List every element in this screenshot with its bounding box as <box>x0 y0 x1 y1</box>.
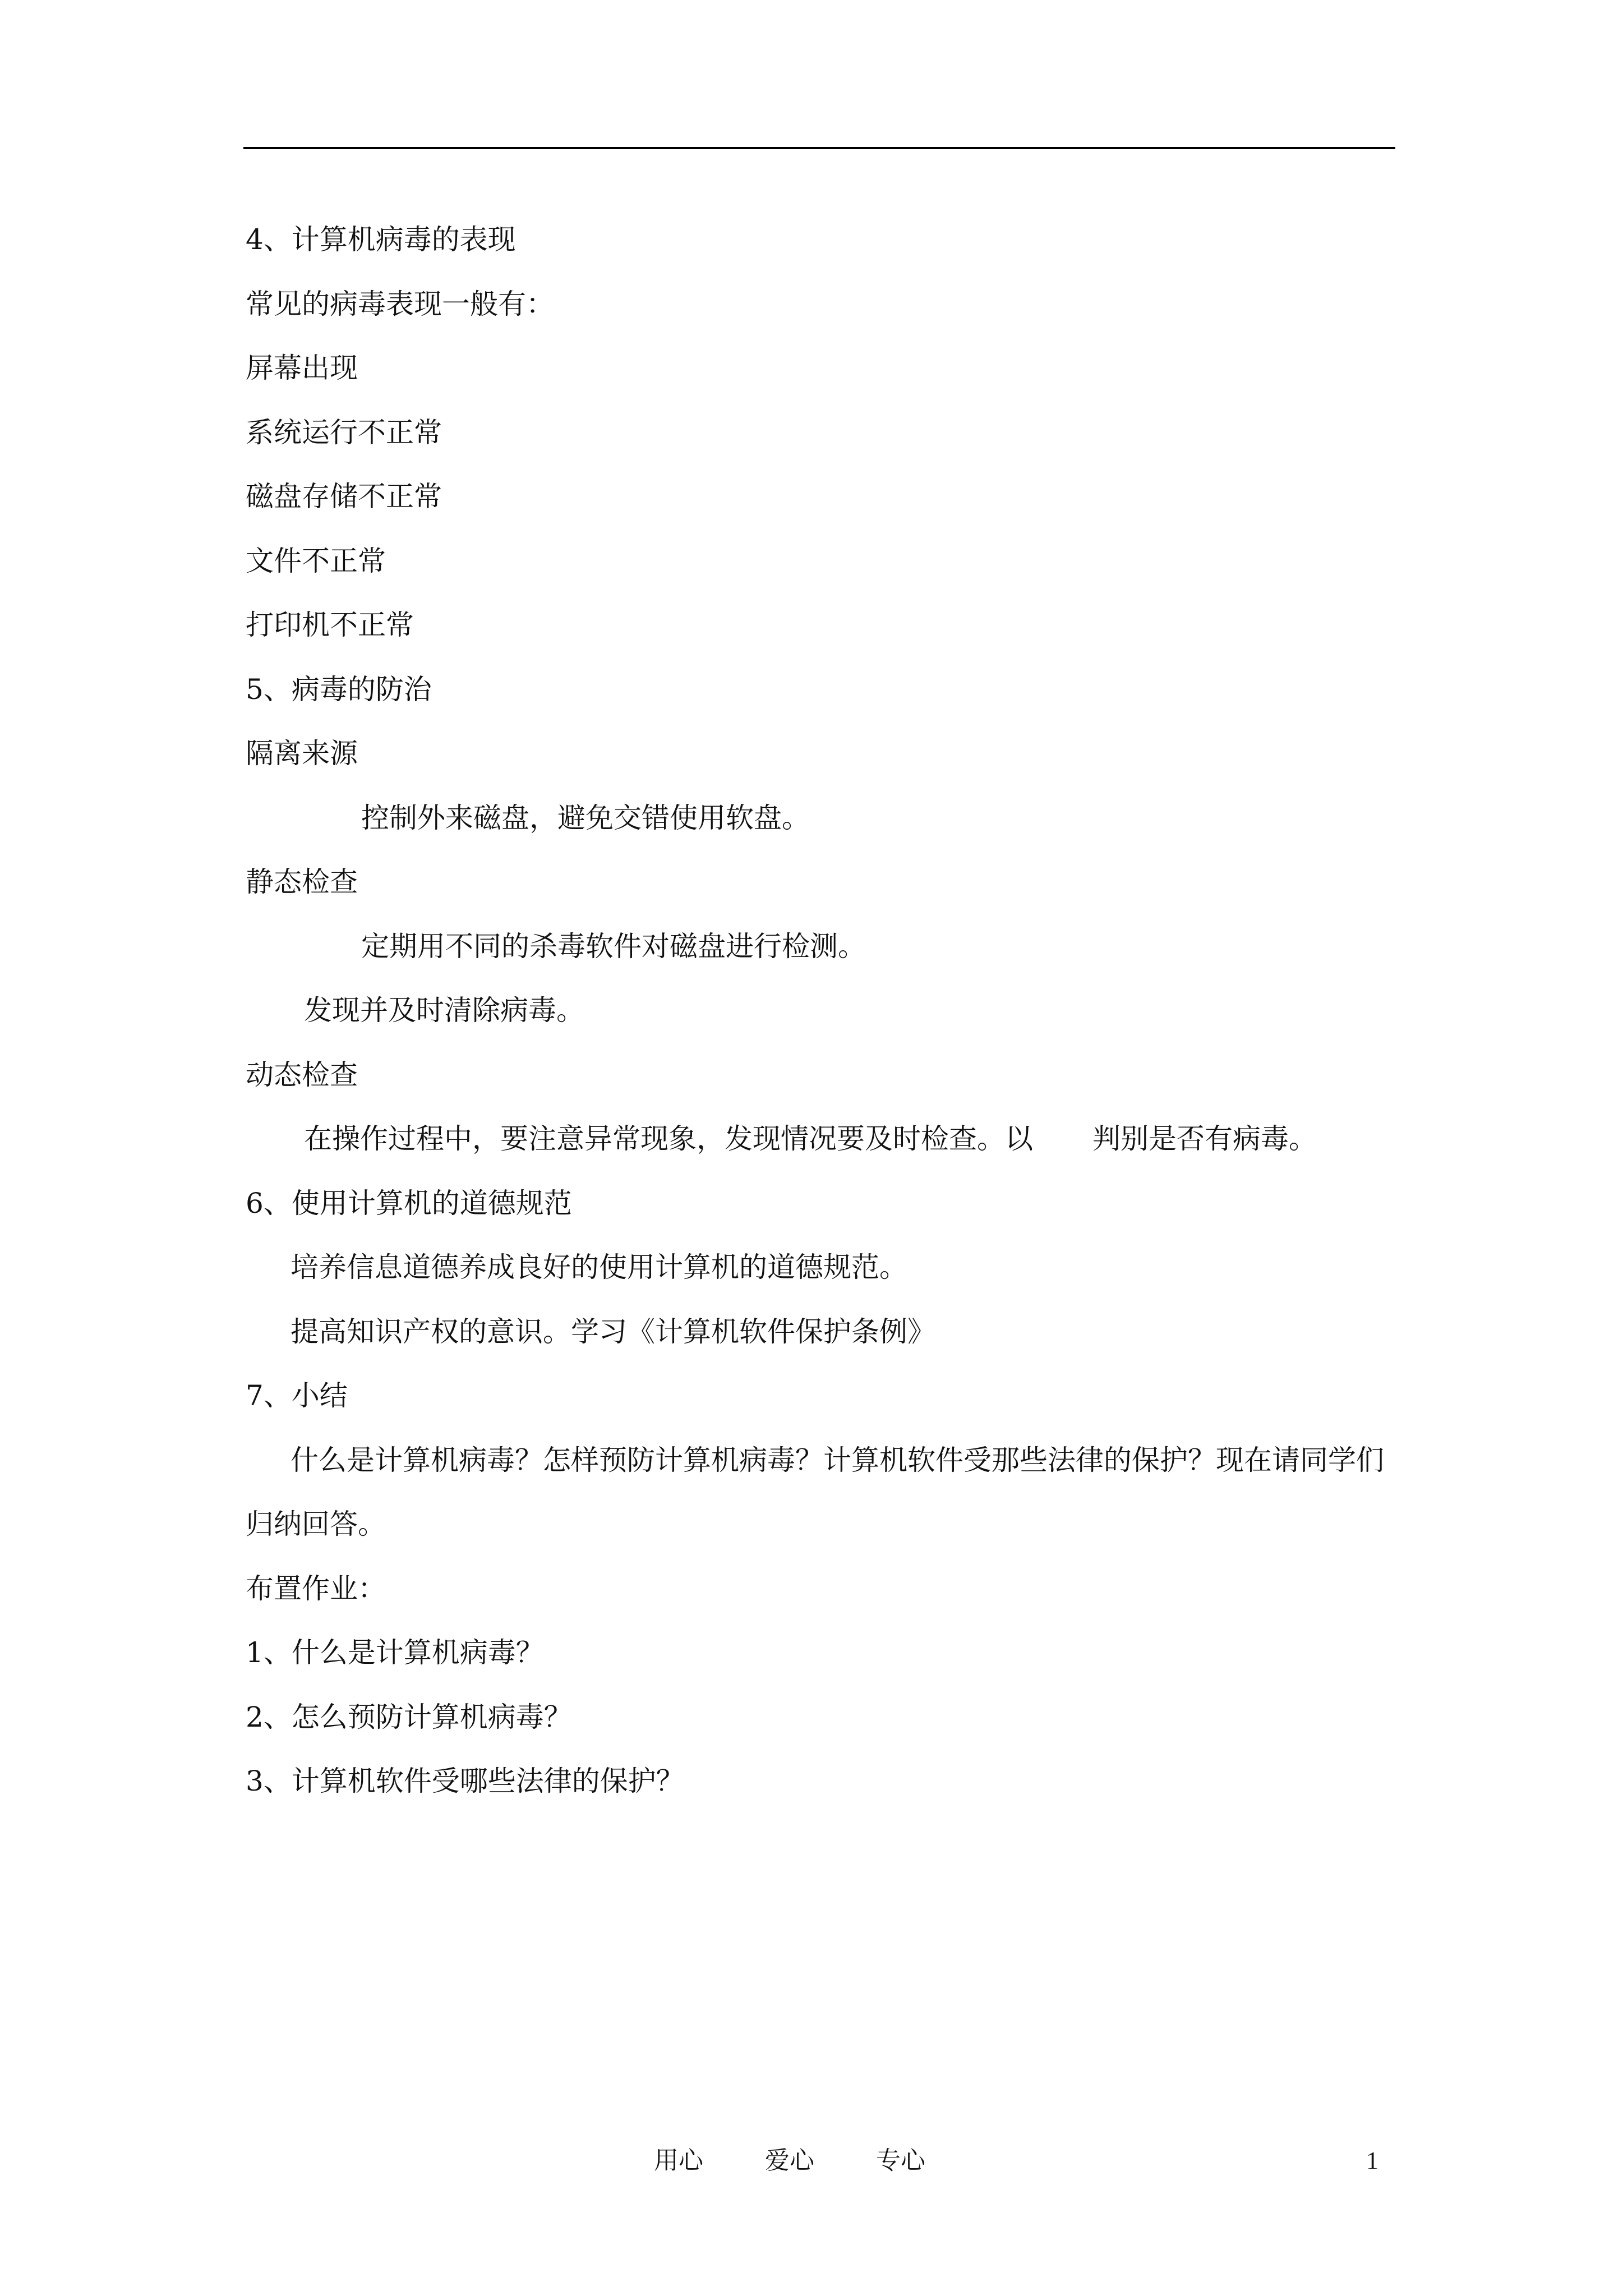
paragraph-text: 什么是计算机病毒？怎样预防计算机病毒？计算机软件受那些法律的保护？现在请同学们归纳回答。 <box>246 1443 1384 1540</box>
motto-word: 用心 <box>654 2146 703 2175</box>
heading-summary: 7、小结 <box>246 1379 348 1412</box>
text-run: 判别是否有病毒。 <box>1092 1122 1317 1155</box>
heading-ethics: 6、使用计算机的道德规范 <box>246 1186 572 1220</box>
homework-item: 3、计算机软件受哪些法律的保护？ <box>246 1765 684 1797</box>
list-item: 磁盘存储不正常 <box>246 480 442 513</box>
paragraph-line: 常见的病毒表现一般有： <box>246 287 554 320</box>
homework-item: 1、什么是计算机病毒？ <box>246 1636 544 1669</box>
paragraph-line: 定期用不同的杀毒软件对磁盘进行检测。 <box>361 930 866 963</box>
motto-word: 专心 <box>876 2146 925 2175</box>
text-run: 在操作过程中，要注意异常现象，发现情况要及时检查。以 <box>304 1122 1033 1155</box>
paragraph-line: 发现并及时清除病毒。 <box>304 994 584 1027</box>
document-body <box>246 208 1401 1814</box>
list-item: 打印机不正常 <box>246 609 414 641</box>
paragraph-line: 培养信息道德养成良好的使用计算机的道德规范。 <box>291 1251 907 1283</box>
header-rule <box>243 147 1395 149</box>
subheading: 静态检查 <box>246 866 358 898</box>
motto-word: 爱心 <box>765 2146 814 2175</box>
heading-virus-symptoms: 4、计算机病毒的表现 <box>246 223 516 256</box>
list-item: 屏幕出现 <box>246 352 358 384</box>
paragraph-line: 提高知识产权的意识。学习《计算机软件保护条例》 <box>291 1315 935 1348</box>
paragraph-line <box>246 1107 1401 1171</box>
subheading: 动态检查 <box>246 1058 358 1091</box>
list-item: 文件不正常 <box>246 544 386 577</box>
paragraph-line: 控制外来磁盘，避免交错使用软盘。 <box>361 801 810 834</box>
footer-motto <box>654 2144 925 2178</box>
subheading: 隔离来源 <box>246 737 358 770</box>
heading-homework: 布置作业： <box>246 1572 386 1605</box>
page-number: 1 <box>1366 2147 1378 2174</box>
paragraph <box>246 1428 1401 1557</box>
homework-item: 2、怎么预防计算机病毒？ <box>246 1700 572 1733</box>
heading-virus-prevention: 5、病毒的防治 <box>246 673 432 706</box>
list-item: 系统运行不正常 <box>246 416 442 449</box>
page-footer <box>0 2144 1623 2178</box>
